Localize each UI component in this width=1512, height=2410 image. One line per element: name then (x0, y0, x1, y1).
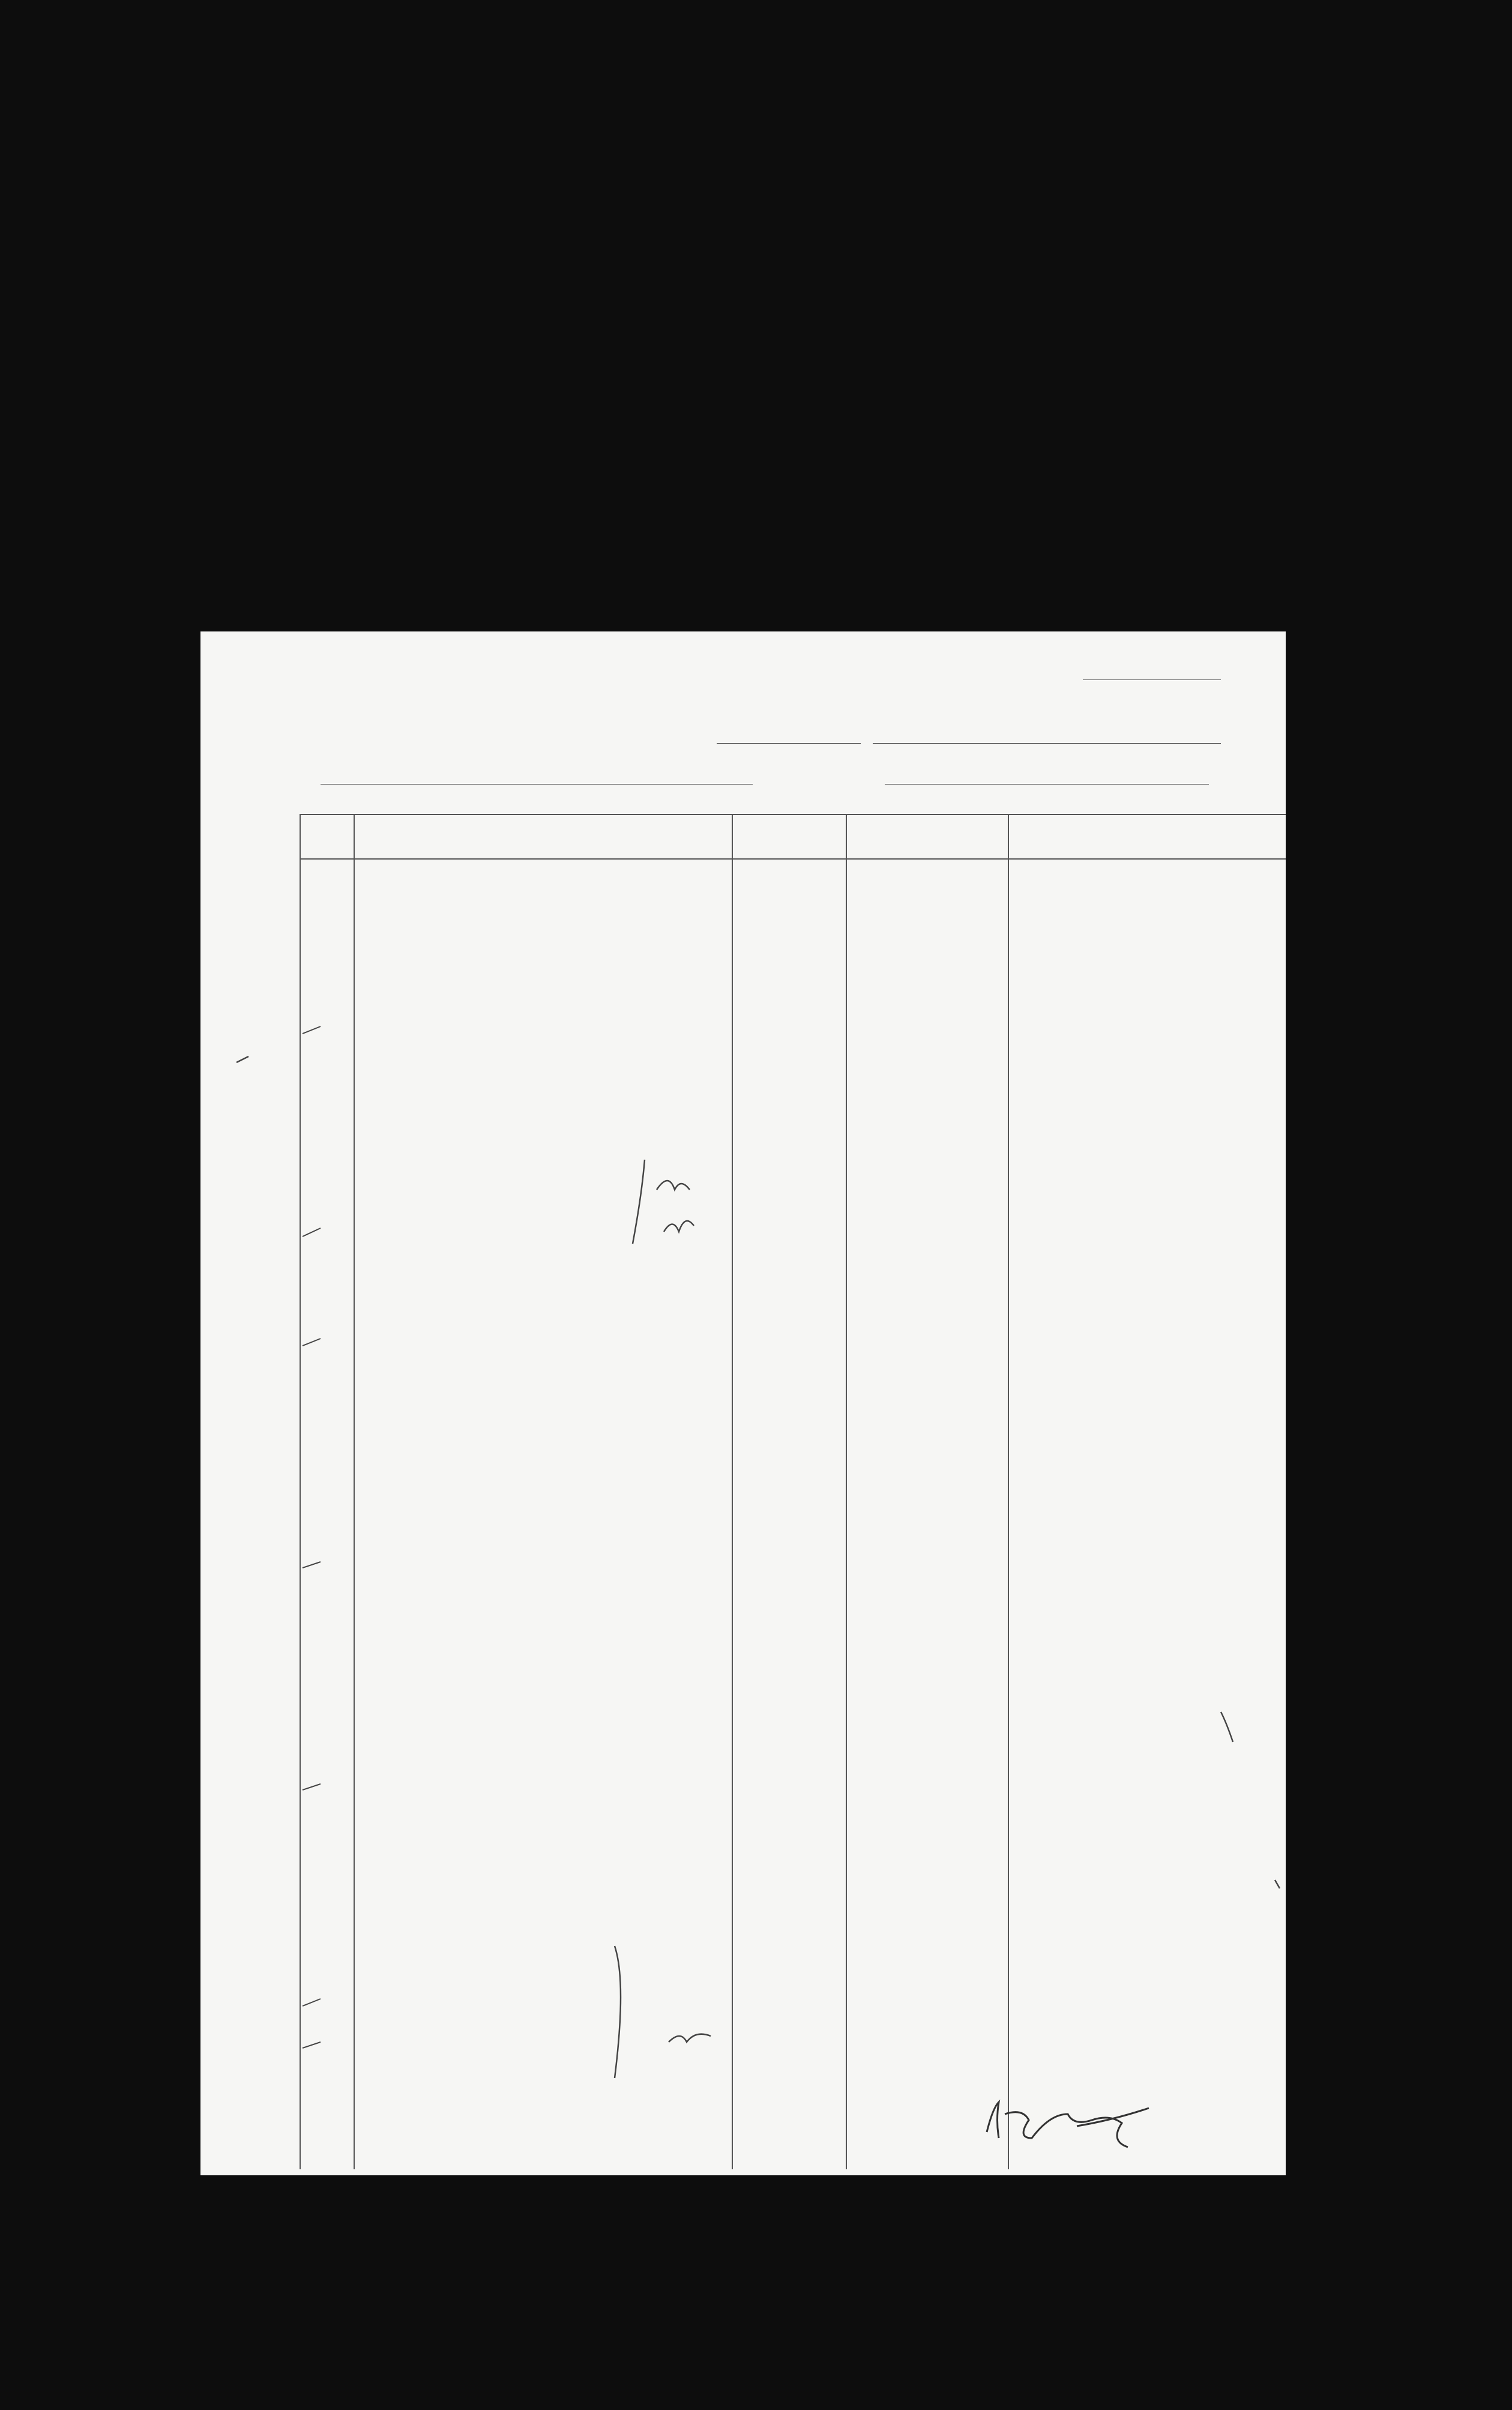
annotation-marks (236, 1056, 1280, 2078)
passenger-manifest-sheet (200, 631, 1286, 2175)
handwritten-signature (987, 2102, 1149, 2147)
check-marks (303, 1026, 321, 2048)
handwritten-marks (200, 631, 1286, 2175)
